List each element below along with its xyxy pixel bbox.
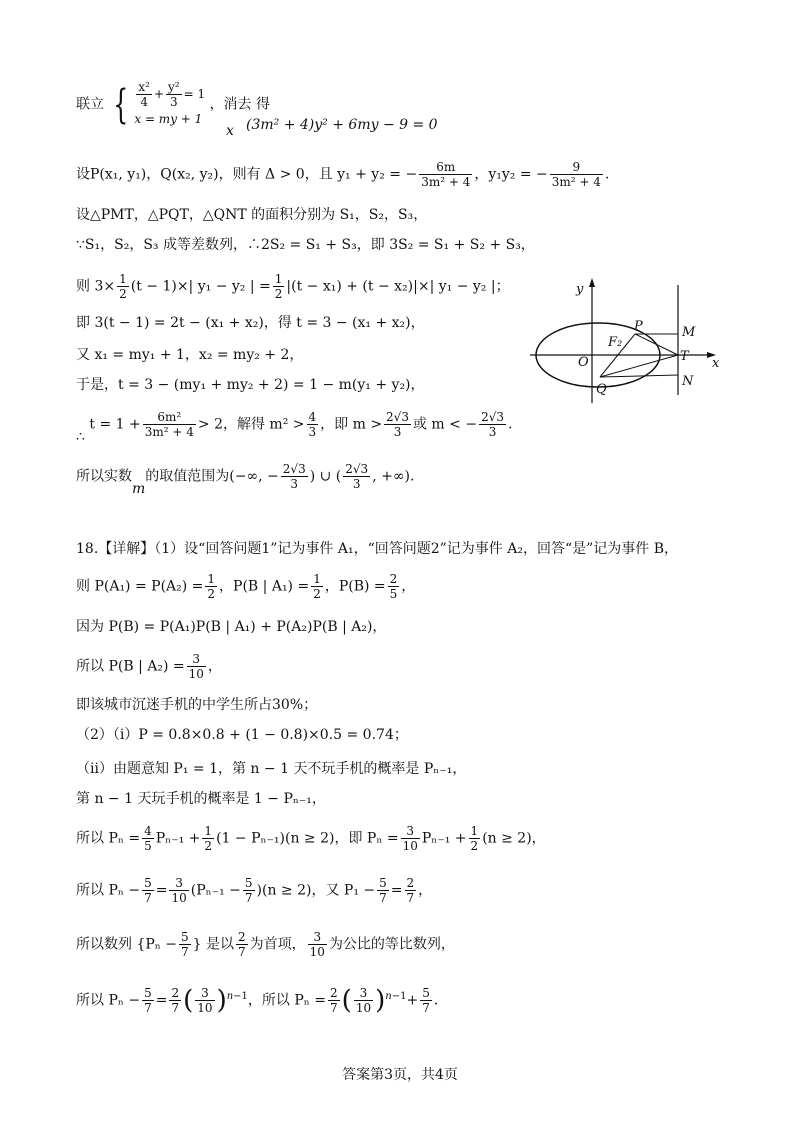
q18-line-h: 第 n − 1 天玩手机的概率是 1 − Pₙ₋₁， <box>76 791 326 807</box>
page-footer: 答案第3页，共4页 <box>342 1067 458 1083</box>
line-10: 所以实数m的取值范围为(−∞, − $\frac{2√3}{3}$ ) ∪ ( $\frac{2√3}{3}$ , +∞). <box>76 462 415 497</box>
line-4: ∵S₁，S₂，S₃ 成等差数列，∴2S₂ = S₁ + S₃，即 3S₂ = S₁ + S₂ + S₃， <box>76 237 535 253</box>
line-7: 又 x₁ = my₁ + 1，x₂ = my₂ + 2， <box>76 347 304 363</box>
line-6: 即 3(t − 1) = 2t − (x₁ + x₂)，得 t = 3 − (x₁ + x₂)， <box>76 315 425 331</box>
line-9: ∴ t = 1 + $\frac{\text{6m²}}{\text{3m² + 4}}$ > 2，解得 m² > $\frac{4}{3}$ ，即 m > $\frac{2√3}{3}$ 或 m < − $\frac{2√3}{3}$ . <box>76 410 513 445</box>
text: ，消去 <box>209 96 252 113</box>
line-2: 设P(x₁, y₁)，Q(x₂, y₂)，则有 Δ > 0，且 y₁ + y₂ = − $\frac{6m}{\text{3m² + 4}}$ ，y₁y₂ = − $\frac{9}{\text{3m² + 4}}$ . <box>76 160 610 189</box>
qt-line <box>600 355 678 377</box>
label-y: y <box>576 282 584 297</box>
label-t: T <box>680 349 689 364</box>
label-n: N <box>682 374 694 389</box>
label-f2: F₂ <box>608 335 623 350</box>
qn-line <box>600 375 678 377</box>
l1-eq: (3m² + 4)y² + 6my − 9 = 0 <box>246 117 438 133</box>
y-arrow <box>589 278 595 287</box>
brace: { <box>113 81 129 128</box>
q18-line-i: 所以 Pₙ = $\frac{4}{5}$ Pₙ₋₁ + $\frac{1}{2}$ (1 − Pₙ₋₁)(n ≥ 2)，即 Pₙ = $\frac{3}{10}$ Pₙ₋₁ + $\frac{1}{2}$ (n ≥ 2)， <box>76 824 546 853</box>
q18-line-e: 即该城市沉迷手机的中学生所占30%； <box>76 697 318 713</box>
line-5: 则 3× $\frac{1}{2}$ (t − 1)×| y₁ − y₂ | = $\frac{1}{2}$ |(t − x₁) + (t − x₂)|×| y₁ − y₂ |； <box>76 272 510 301</box>
equation-system: $\frac{\text{x²}}{4}$ + $\frac{\text{y²}}{3}$ = 1 x = my + 1 <box>134 80 206 126</box>
text: 联立 <box>76 96 104 113</box>
label-q: Q <box>596 382 607 397</box>
pt-line <box>635 334 678 355</box>
l1-x: x <box>226 123 234 139</box>
label-p: P <box>634 319 643 334</box>
q18-line-f: （2）（ⅰ）P = 0.8×0.8 + (1 − 0.8)×0.5 = 0.74； <box>76 727 408 743</box>
ellipse-figure <box>520 275 740 405</box>
q18-line-d: 所以 P(B | A₂) = $\frac{3}{10}$ ， <box>76 652 222 681</box>
label-o: O <box>578 355 589 370</box>
text: 得 <box>256 96 271 113</box>
line-8: 于是，t = 3 − (my₁ + my₂ + 2) = 1 − m(y₁ + y₂)， <box>76 377 425 393</box>
line-3: 设△PMT，△PQT，△QNT 的面积分别为 S₁，S₂，S₃， <box>76 207 428 223</box>
label-x: x <box>712 356 720 371</box>
q18-line-k: 所以数列 {Pₙ − $\frac{5}{7}$ } 是以 $\frac{2}{7}$ 为首项， $\frac{3}{10}$ 为公比的等比数列， <box>76 930 455 959</box>
label-m: M <box>682 325 696 340</box>
q18-line-g: （ⅱ）由题意知 P₁ = 1，第 n − 1 天不玩手机的概率是 Pₙ₋₁， <box>76 761 467 777</box>
q18-line-a: 18.【详解】（1）设“回答问题1”记为事件 A₁，“回答问题2”记为事件 A₂，回答“是”记为事件 B， <box>76 541 679 557</box>
q18-line-c: 因为 P(B) = P(A₁)P(B | A₁) + P(A₂)P(B | A₂)， <box>76 619 387 635</box>
q18-line-b: 则 P(A₁) = P(A₂) = $\frac{1}{2}$ ，P(B | A₁) = $\frac{1}{2}$ ，P(B) = $\frac{2}{5}$ ， <box>76 572 416 601</box>
q18-line-l: 所以 Pₙ − $\frac{5}{7}$ = $\frac{2}{7}$ ( $\frac{3}{10}$ )$^{n-1}$，所以 Pₙ = $\frac{2}{7}$ ( $\frac{3}{10}$ )$^{n-1}$+ $\frac{5}{7}$ . <box>76 985 439 1016</box>
q18-line-j: 所以 Pₙ − $\frac{5}{7}$ = $\frac{3}{10}$ (Pₙ₋₁ − $\frac{5}{7}$ )(n ≥ 2)，又 P₁ − $\frac{5}{7}$ = $\frac{2}{7}$ ， <box>76 876 433 905</box>
line-system <box>76 80 270 129</box>
